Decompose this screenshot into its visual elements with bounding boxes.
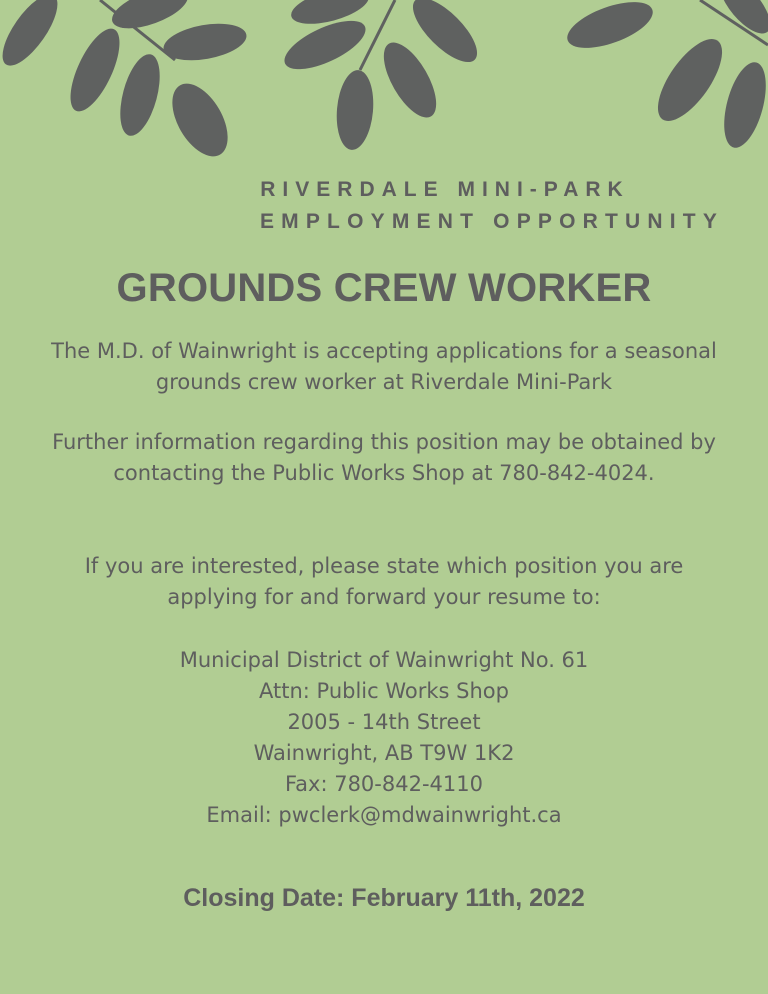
address-line-attention: Attn: Public Works Shop: [259, 679, 509, 703]
page-title: GROUNDS CREW WORKER: [116, 266, 652, 310]
header-line-1: RIVERDALE MINI-PARK: [260, 178, 630, 201]
leaves-decoration: [0, 0, 768, 170]
address-line-organization: Municipal District of Wainwright No. 61: [179, 648, 589, 672]
closing-date: Closing Date: February 11th, 2022: [183, 884, 585, 912]
header-line-2: EMPLOYMENT OPPORTUNITY: [259, 210, 725, 233]
address-line-city: Wainwright, AB T9W 1K2: [253, 741, 515, 765]
apply-paragraph: If you are interested, please state which position you are applying for and forward your resume to:: [84, 554, 684, 609]
mailing-address: [0, 645, 768, 831]
intro-paragraph: The M.D. of Wainwright is accepting applications for a seasonal grounds crew worker at Riverdale Mini-Park: [51, 339, 717, 394]
address-line-street: 2005 - 14th Street: [287, 710, 481, 734]
info-paragraph: Further information regarding this position may be obtained by contacting the Public Works Shop at 780-842-4024.: [52, 430, 716, 485]
address-line-email: Email: pwclerk@mdwainwright.ca: [206, 803, 562, 827]
address-line-fax: Fax: 780-842-4110: [285, 772, 483, 796]
